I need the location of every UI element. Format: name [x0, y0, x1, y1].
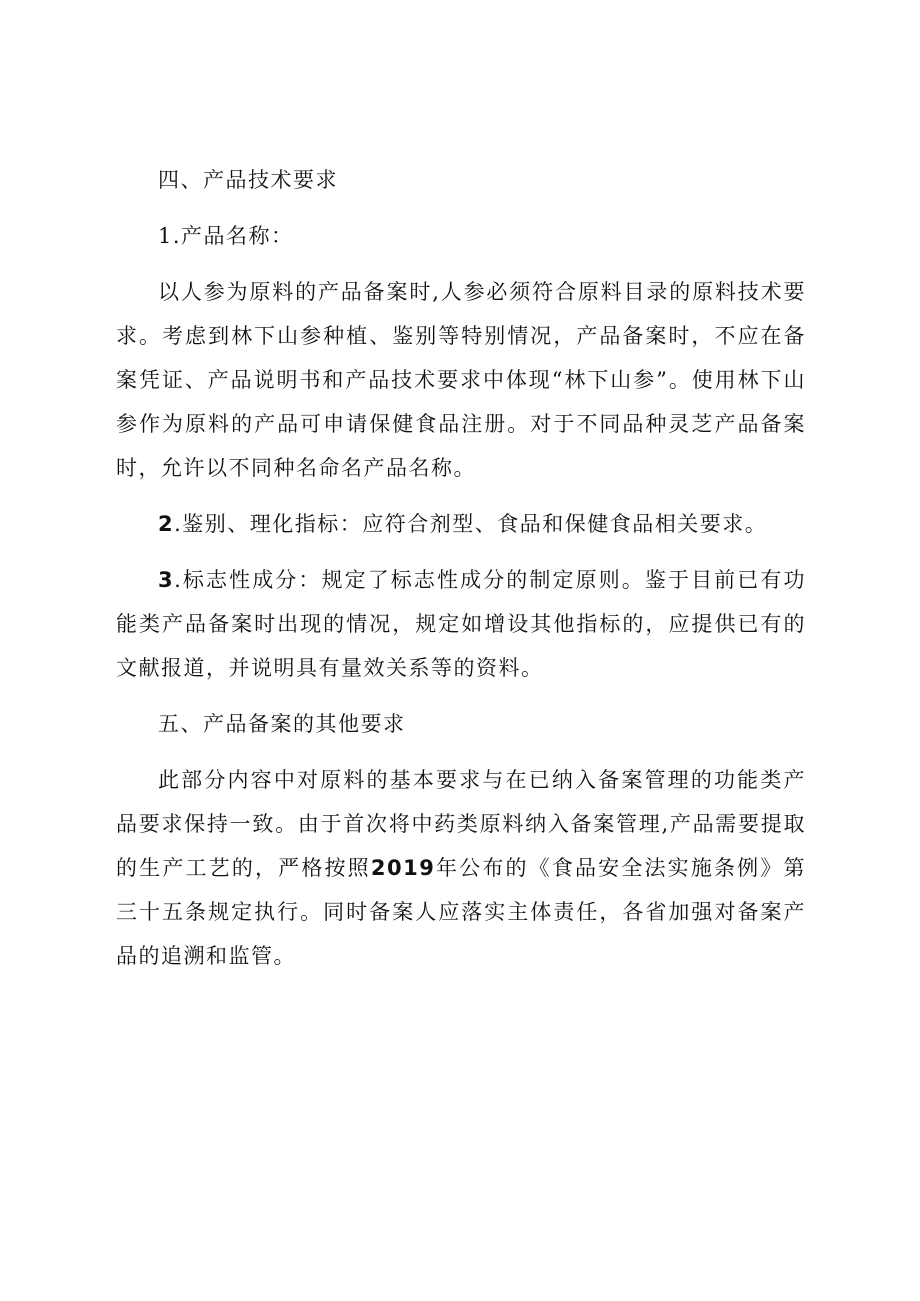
item-1-title: 1.产品名称： [158, 224, 294, 248]
section-5-year: 2019 [370, 856, 436, 880]
item-2-paragraph [116, 502, 806, 546]
item-3-number: 3 [158, 568, 175, 592]
item-1-body: 以人参为原料的产品备案时,人参必须符合原料目录的原料技术要求。考虑到林下山参种植、鉴别等特别情况，产品备案时，不应在备案凭证、产品说明书和产品技术要求中体现“林下山参”。使用林下山参作为原料的产品可申请保健食品注册。对于不同品种灵芝产品备案时，允许以不同种名命名产品名称。 [116, 280, 806, 480]
item-2-text: .鉴别、理化指标：应符合剂型、食品和保健食品相关要求。 [174, 512, 768, 536]
section-5-body [116, 758, 806, 978]
item-2-number: 2 [158, 512, 175, 536]
section-5-body-part2: 年公布的《食品安全法实施条例》第三十五条规定执行。同时备案人应落实主体责任，各省加强对备案产品的追溯和监管。 [116, 856, 807, 968]
section-5-body-part1: 此部分内容中对原料的基本要求与在已纳入备案管理的功能类产品要求保持一致。由于首次将中药类原料纳入备案管理,产品需要提取的生产工艺的，严格按照 [116, 768, 806, 880]
item-3-paragraph [116, 558, 806, 690]
document-body [116, 158, 806, 978]
section-5-heading: 五、产品备案的其他要求 [158, 712, 406, 736]
section-4-heading: 四、产品技术要求 [158, 168, 338, 192]
item-3-text: .标志性成分：规定了标志性成分的制定原则。鉴于目前已有功能类产品备案时出现的情况，规定如增设其他指标的，应提供已有的文献报道，并说明具有量效关系等的资料。 [116, 568, 806, 680]
